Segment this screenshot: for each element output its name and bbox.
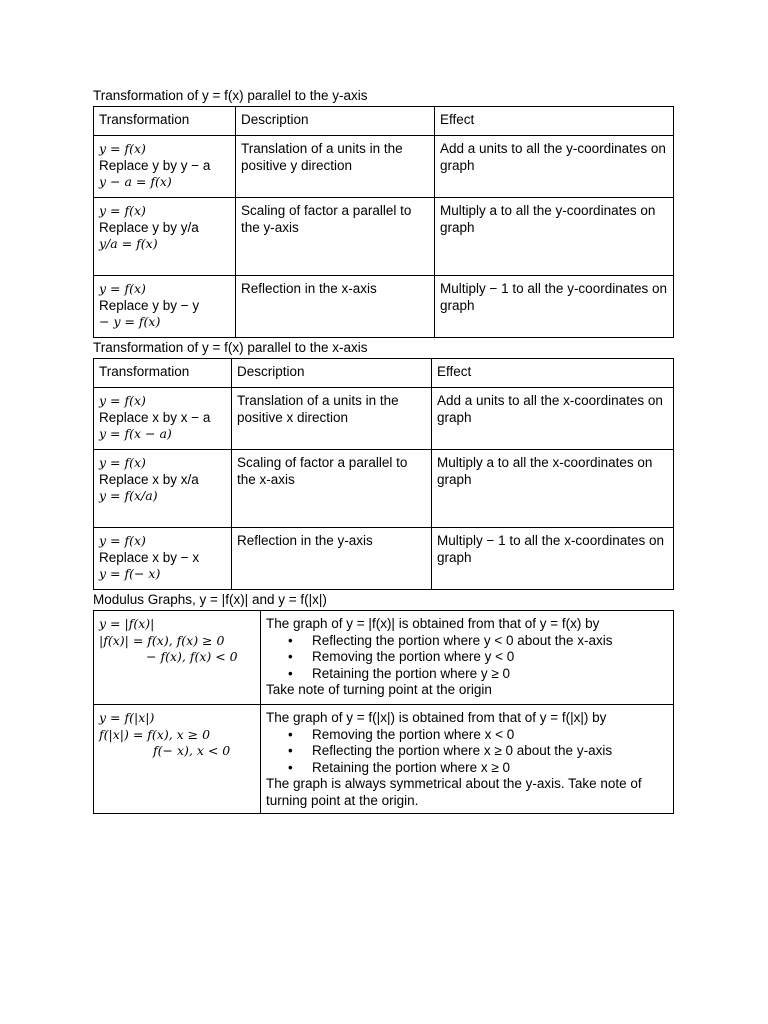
section-1-caption: Transformation of y = f(x) parallel to the y-axis xyxy=(93,88,368,103)
header-transformation: Transformation xyxy=(94,107,236,136)
explanation-cell: The graph of y = f(|x|) is obtained from that of y = f(|x|) by • Removing the portion where x < 0 • Reflecting the portion where x ≥ 0 about the y-axis • Retaining the portion where x ≥ 0 The graph is always symmetrical about the y-axis. Take note of turning point at the origin. xyxy=(261,705,674,814)
explanation-cell: The graph of y = |f(x)| is obtained from that of y = f(x) by • Reflecting the portion where y < 0 about the x-axis • Removing the portion where y < 0 • Retaining the portion where y ≥ 0 Take note of turning point at the origin xyxy=(261,611,674,705)
header-description: Description xyxy=(236,107,435,136)
header-effect: Effect xyxy=(432,359,674,388)
description-cell: Reflection in the y-axis xyxy=(232,528,432,590)
bullet-list xyxy=(266,633,668,683)
x-axis-transformation-table xyxy=(93,358,674,590)
transformation-cell: y = f(x) Replace x by x/a y = f(x/a) xyxy=(94,450,232,528)
document-page xyxy=(93,86,673,814)
modulus-graphs-table xyxy=(93,610,674,814)
description-cell: Scaling of factor a parallel to the y-axis xyxy=(236,198,435,276)
table-header-row xyxy=(94,359,674,388)
definition-cell: y = |f(x)| |f(x)| = f(x), f(x) ≥ 0 − f(x), f(x) < 0 xyxy=(94,611,261,705)
note-text: The graph is always symmetrical about the y-axis. Take note of turning point at the origin. xyxy=(266,776,642,808)
effect-cell: Multiply a to all the x-coordinates on graph xyxy=(432,450,674,528)
table-header-row xyxy=(94,107,674,136)
transformation-cell: y = f(x) Replace y by − y − y = f(x) xyxy=(94,276,236,338)
list-item: • Reflecting the portion where x ≥ 0 about the y-axis xyxy=(266,743,668,760)
definition-cell: y = f(|x|) f(|x|) = f(x), x ≥ 0 f(− x), x < 0 xyxy=(94,705,261,814)
transformation-cell: y = f(x) Replace y by y/a y/a = f(x) xyxy=(94,198,236,276)
description-cell: Scaling of factor a parallel to the x-axis xyxy=(232,450,432,528)
section-3-caption: Modulus Graphs, y = |f(x)| and y = f(|x|) xyxy=(93,592,327,607)
table-row xyxy=(94,705,674,814)
section-2-caption: Transformation of y = f(x) parallel to the x-axis xyxy=(93,340,368,355)
effect-cell: Multiply − 1 to all the y-coordinates on graph xyxy=(435,276,674,338)
list-item: • Retaining the portion where y ≥ 0 xyxy=(266,666,668,683)
table-row xyxy=(94,528,674,590)
table-row xyxy=(94,388,674,450)
description-cell: Reflection in the x-axis xyxy=(236,276,435,338)
description-cell: Translation of a units in the positive x direction xyxy=(232,388,432,450)
header-effect: Effect xyxy=(435,107,674,136)
table-row xyxy=(94,136,674,198)
table-row xyxy=(94,450,674,528)
list-item: • Removing the portion where y < 0 xyxy=(266,649,668,666)
bullet-list xyxy=(266,727,668,777)
list-item: • Retaining the portion where x ≥ 0 xyxy=(266,760,668,777)
transformation-cell: y = f(x) Replace x by x − a y = f(x − a) xyxy=(94,388,232,450)
effect-cell: Multiply a to all the y-coordinates on graph xyxy=(435,198,674,276)
effect-cell: Multiply − 1 to all the x-coordinates on graph xyxy=(432,528,674,590)
list-item: • Removing the portion where x < 0 xyxy=(266,727,668,744)
table-row xyxy=(94,198,674,276)
y-axis-transformation-table xyxy=(93,106,674,338)
transformation-cell: y = f(x) Replace x by − x y = f(− x) xyxy=(94,528,232,590)
list-item: • Reflecting the portion where y < 0 about the x-axis xyxy=(266,633,668,650)
transformation-cell: y = f(x) Replace y by y − a y − a = f(x) xyxy=(94,136,236,198)
description-cell: Translation of a units in the positive y direction xyxy=(236,136,435,198)
header-description: Description xyxy=(232,359,432,388)
table-row xyxy=(94,611,674,705)
effect-cell: Add a units to all the y-coordinates on graph xyxy=(435,136,674,198)
table-row xyxy=(94,276,674,338)
effect-cell: Add a units to all the x-coordinates on graph xyxy=(432,388,674,450)
header-transformation: Transformation xyxy=(94,359,232,388)
